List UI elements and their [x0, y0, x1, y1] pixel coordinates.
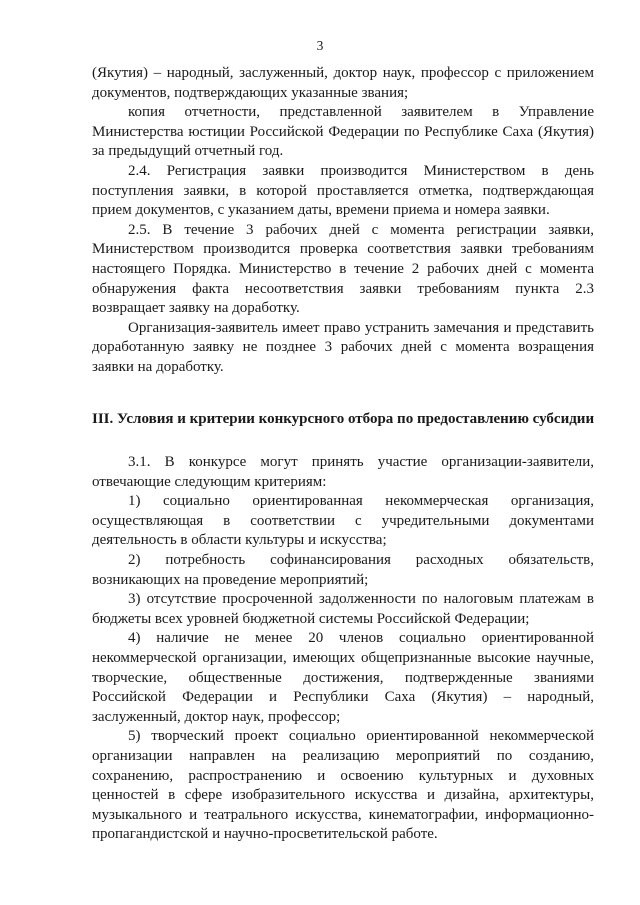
page-number: 3 [316, 38, 324, 53]
document-body [92, 64, 594, 845]
paragraph-reporting-copy: копия отчетности, представленной заявителем в Управление Министерства юстиции Российской Федерации по Республике Саха (Якутия) за предыдущий отчетный год. [92, 104, 594, 160]
paragraph-continuation: (Якутия) – народный, заслуженный, доктор наук, профессор с приложением документов, подтверждающих указанные звания; [92, 65, 594, 101]
criterion-2: 2) потребность софинансирования расходных обязательств, возникающих на проведение мероприятий; [92, 552, 594, 588]
criterion-3: 3) отсутствие просроченной задолженности по налоговым платежам в бюджеты всех уровней бюджетной системы Российской Федерации; [92, 591, 594, 627]
paragraph-2-4: 2.4. Регистрация заявки производится Министерством в день поступления заявки, в которой проставляется отметка, подтверждающая прием документов, с указанием даты, времени приема и номера заявки. [92, 162, 594, 219]
criterion-1: 1) социально ориентированная некоммерческая организация, осуществляющая в соответствии с учредительными документами деятельность в области культуры и искусства; [92, 493, 594, 549]
paragraph-3-1: 3.1. В конкурсе могут принять участие организации-заявители, отвечающие следующим критериям: [92, 454, 594, 490]
section-heading: III. Условия и критерии конкурсного отбора по предоставлению субсидии [92, 410, 595, 427]
criterion-4: 4) наличие не менее 20 членов социально ориентированной некоммерческой организации, имеющих общепризнанные высокие научные, творческие, общественные достижения, подтвержденные званиями Российской Федерации и Республики Саха (Якутия) – народный, заслуженный, доктор наук, профессор; [92, 630, 594, 725]
paragraph-applicant-rights: Организация-заявитель имеет право устранить замечания и представить доработанную заявку не позднее 3 рабочих дней с момента возращения заявки на доработку. [92, 319, 594, 375]
paragraph-2-5: 2.5. В течение 3 рабочих дней с момента регистрации заявки, Министерством производится проверка соответствия заявки требованиям настоящего Порядка. Министерство в течение 2 рабочих дней с момента обнаружения факта несоответствия заявки требованиям пункта 2.3 возвращает заявку на доработку. [92, 221, 594, 317]
criterion-5: 5) творческий проект социально ориентированной некоммерческой организации направлен на реализацию мероприятий по созданию, сохранению, распространению и освоению культурных и духовных ценностей в сфере изобразительного искусства и дизайна, архитектуры, музыкального и театрального искусства, кинематографии, информационно-пропагандистской и научно-просветительской работе. [92, 728, 594, 843]
